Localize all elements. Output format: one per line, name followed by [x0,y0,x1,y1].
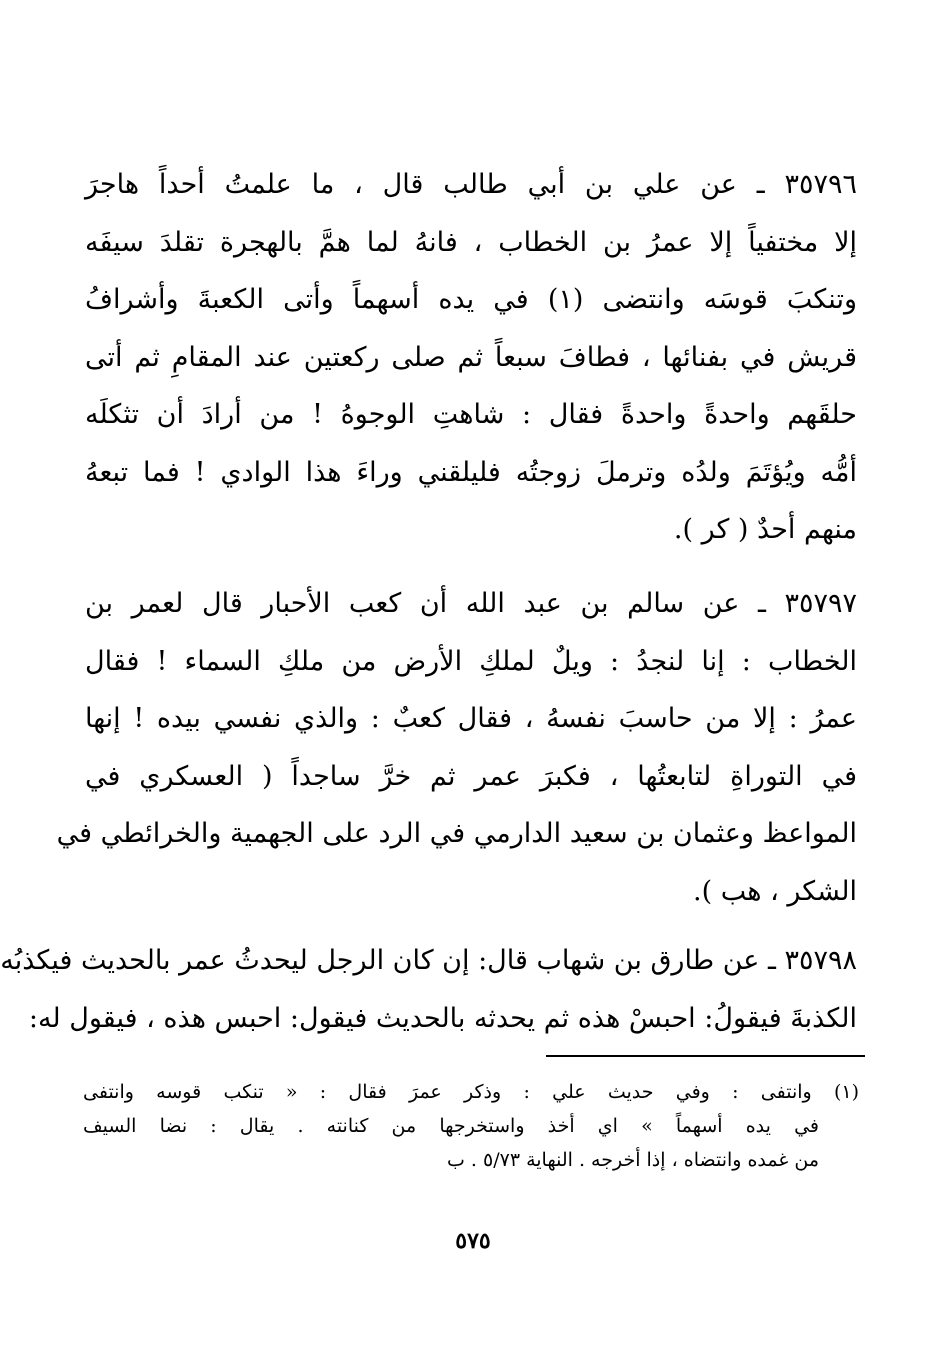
footnote-divider [546,1055,865,1057]
text-line: إلا مختفياً إلا عمرُ بن الخطاب ، فانهُ لما همَّ بالهجرة تقلدَ سيفَه [85,226,857,258]
hadith-35796 [85,156,857,559]
text-line: أمُّه ويُؤتَمَ ولدُه وترملَ زوجتُه فليلقني وراءَ هذا الوادي ! فما تبعهُ [85,456,857,488]
footnote-line: من غمده وانتضاه ، إذا أخرجه . النهاية ٥/٧٣ . ب [447,1149,819,1171]
text-line: ٣٥٧٩٧ ـ عن سالم بن عبد الله أن كعب الأحبار قال لعمر بن [85,588,857,619]
text-line: وتنكبَ قوسَه وانتضى (١) في يده أسهماً وأتى الكعبةَ وأشرافُ [85,284,857,315]
text-line: ٣٥٧٩٦ ـ عن علي بن أبي طالب قال ، ما علمتُ أحداً هاجرَ [85,169,857,200]
text-line: حلقَهم واحدةً واحدةً فقال : شاهتِ الوجوهُ ! من أرادَ أن تثكلَه [85,399,857,430]
text-line: ٣٥٧٩٨ ـ عن طارق بن شهاب قال: إن كان الرجل ليحدثُ عمر بالحديث فيكذبُه [0,945,857,976]
text-line: عمرُ : إلا من حاسبَ نفسهُ ، فقال كعبٌ : والذي نفسي بيده ! إنها [85,703,857,734]
text-line: الكذبةَ فيقولُ: احبسْ هذه ثم يحدثه بالحديث فيقول: احبس هذه ، فيقول له: [28,1002,857,1034]
footnote [83,1075,859,1177]
footnote-line: في يده أسهماً » اي أخذ واستخرجها من كنانته . يقال : نضا السيف [83,1115,819,1137]
text-line: في التوراةِ لتابعتُها ، فكبرَ عمر ثم خرَّ ساجداً ( العسكري في [85,760,857,792]
text-line: قريش في بفنائها ، فطافَ سبعاً ثم صلى ركعتين عند المقامِ ثم أتى [85,341,857,373]
page-number: ٥٧٥ [455,1228,491,1254]
footnote-line: (١) وانتفى : وفي حديث علي : وذكر عمرَ فقال : « تنكب قوسه وانتفى [83,1081,859,1103]
text-line: منهم أحدٌ ( كر ). [673,514,857,545]
text-line: المواعظ وعثمان بن سعيد الدارمي في الرد على الجهمية والخرائطي في [56,818,857,849]
hadith-35797 [56,575,857,920]
text-line: الشكر ، هب ). [693,875,857,907]
hadith-35798 [0,932,857,1047]
text-line: الخطاب : إنا لنجدُ : ويلٌ لملكِ الأرض من ملكِ السماء ! فقال [85,645,857,677]
